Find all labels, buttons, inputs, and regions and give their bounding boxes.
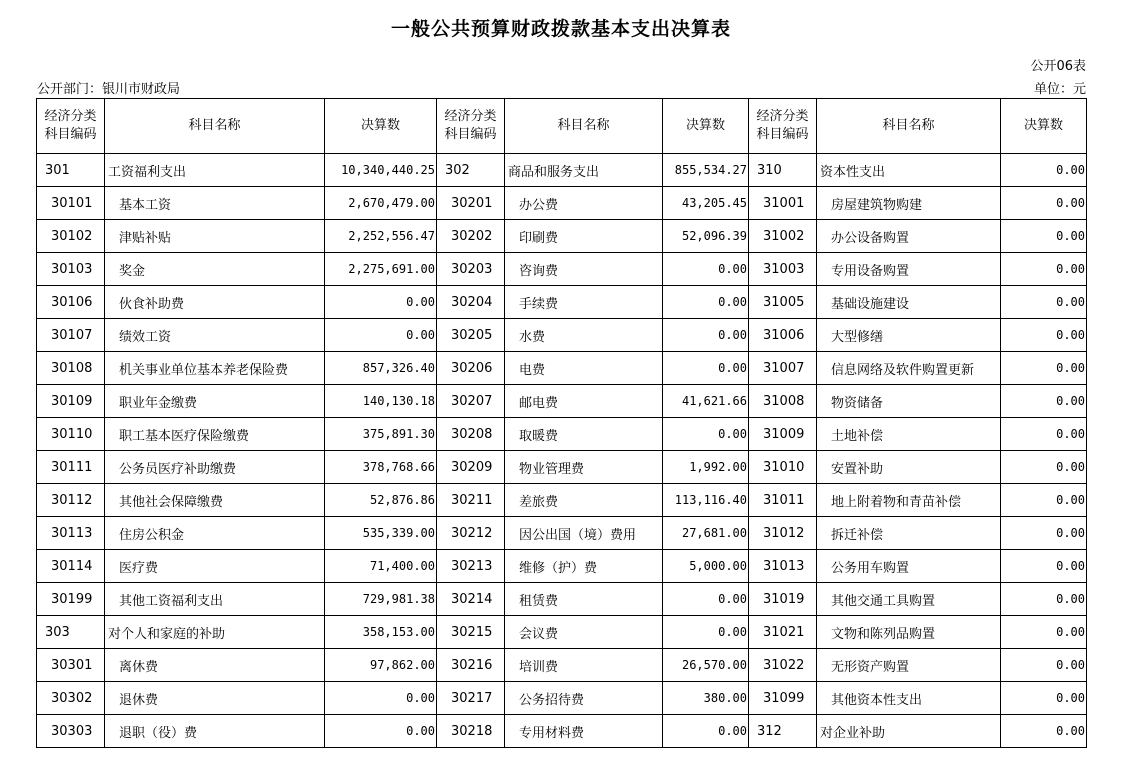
table-row [37,220,1087,253]
cell-name: 维修（护）费 [505,550,663,583]
cell-code: 303 [37,616,105,649]
cell-amount: 0.00 [663,286,749,319]
table-row [37,385,1087,418]
cell-name: 租赁费 [505,583,663,616]
cell-code: 30199 [37,583,105,616]
cell-code: 31008 [749,385,817,418]
cell-amount: 97,862.00 [325,649,437,682]
cell-amount: 1,992.00 [663,451,749,484]
cell-amount: 0.00 [663,352,749,385]
cell-name: 因公出国（境）费用 [505,517,663,550]
cell-code: 302 [437,154,505,187]
cell-code: 31019 [749,583,817,616]
header-code: 经济分类 科目编码 [437,99,505,154]
cell-code: 30203 [437,253,505,286]
cell-code: 31010 [749,451,817,484]
cell-name: 物资储备 [817,385,1001,418]
cell-name: 培训费 [505,649,663,682]
cell-code: 30204 [437,286,505,319]
unit-label: 单位：元 [1033,82,1086,97]
cell-amount: 26,570.00 [663,649,749,682]
cell-amount: 0.00 [1001,187,1087,220]
cell-name: 印刷费 [505,220,663,253]
cell-name: 信息网络及软件购置更新 [817,352,1001,385]
cell-amount: 0.00 [1001,583,1087,616]
cell-name: 伙食补助费 [105,286,325,319]
cell-code: 310 [749,154,817,187]
cell-code: 30206 [437,352,505,385]
cell-code: 30218 [437,715,505,748]
cell-code: 31013 [749,550,817,583]
cell-name: 地上附着物和青苗补偿 [817,484,1001,517]
cell-name: 医疗费 [105,550,325,583]
cell-amount: 71,400.00 [325,550,437,583]
header-amount: 决算数 [325,99,437,154]
cell-amount: 10,340,440.25 [325,154,437,187]
cell-amount: 0.00 [1001,352,1087,385]
cell-name: 大型修缮 [817,319,1001,352]
cell-amount: 729,981.38 [325,583,437,616]
cell-amount: 0.00 [1001,715,1087,748]
cell-code: 30303 [37,715,105,748]
cell-amount: 0.00 [1001,154,1087,187]
cell-amount: 855,534.27 [663,154,749,187]
cell-name: 机关事业单位基本养老保险费 [105,352,325,385]
cell-code: 31007 [749,352,817,385]
cell-name: 退休费 [105,682,325,715]
cell-name: 基础设施建设 [817,286,1001,319]
cell-code: 30301 [37,649,105,682]
cell-code: 30211 [437,484,505,517]
table-row [37,682,1087,715]
cell-amount: 0.00 [663,715,749,748]
cell-name: 土地补偿 [817,418,1001,451]
cell-amount: 0.00 [325,319,437,352]
cell-amount: 0.00 [325,682,437,715]
cell-name: 退职（役）费 [105,715,325,748]
table-row [37,286,1087,319]
cell-name: 无形资产购置 [817,649,1001,682]
cell-amount: 0.00 [663,583,749,616]
cell-name: 物业管理费 [505,451,663,484]
cell-code: 30202 [437,220,505,253]
cell-code: 30209 [437,451,505,484]
header-name: 科目名称 [505,99,663,154]
table-row [37,550,1087,583]
cell-code: 30201 [437,187,505,220]
cell-name: 手续费 [505,286,663,319]
cell-amount: 0.00 [1001,616,1087,649]
cell-amount: 358,153.00 [325,616,437,649]
cell-amount: 0.00 [325,286,437,319]
cell-name: 电费 [505,352,663,385]
cell-amount: 0.00 [1001,385,1087,418]
table-row [37,649,1087,682]
cell-amount: 140,130.18 [325,385,437,418]
header-name: 科目名称 [817,99,1001,154]
cell-name: 专用材料费 [505,715,663,748]
cell-amount: 0.00 [1001,220,1087,253]
cell-amount: 0.00 [1001,451,1087,484]
cell-amount: 375,891.30 [325,418,437,451]
cell-amount: 52,876.86 [325,484,437,517]
cell-name: 邮电费 [505,385,663,418]
cell-code: 30207 [437,385,505,418]
header-amount: 决算数 [1001,99,1087,154]
cell-name: 职业年金缴费 [105,385,325,418]
header-code: 经济分类 科目编码 [749,99,817,154]
cell-amount: 2,252,556.47 [325,220,437,253]
cell-name: 职工基本医疗保险缴费 [105,418,325,451]
cell-name: 其他社会保障缴费 [105,484,325,517]
cell-amount: 0.00 [1001,253,1087,286]
cell-amount: 535,339.00 [325,517,437,550]
cell-code: 31021 [749,616,817,649]
table-row [37,418,1087,451]
cell-name: 其他资本性支出 [817,682,1001,715]
cell-name: 文物和陈列品购置 [817,616,1001,649]
cell-amount: 378,768.66 [325,451,437,484]
cell-code: 31005 [749,286,817,319]
cell-code: 30101 [37,187,105,220]
cell-amount: 41,621.66 [663,385,749,418]
cell-code: 31099 [749,682,817,715]
cell-name: 水费 [505,319,663,352]
cell-name: 绩效工资 [105,319,325,352]
header-name: 科目名称 [105,99,325,154]
cell-name: 房屋建筑物购建 [817,187,1001,220]
cell-amount: 2,275,691.00 [325,253,437,286]
cell-name: 其他交通工具购置 [817,583,1001,616]
cell-code: 31006 [749,319,817,352]
cell-code: 30113 [37,517,105,550]
cell-amount: 5,000.00 [663,550,749,583]
cell-name: 奖金 [105,253,325,286]
cell-amount: 0.00 [663,319,749,352]
cell-amount: 2,670,479.00 [325,187,437,220]
cell-code: 30205 [437,319,505,352]
cell-name: 基本工资 [105,187,325,220]
cell-name: 公务员医疗补助缴费 [105,451,325,484]
cell-code: 30213 [437,550,505,583]
cell-name: 商品和服务支出 [505,154,663,187]
cell-name: 对企业补助 [817,715,1001,748]
cell-amount: 0.00 [1001,418,1087,451]
cell-code: 30217 [437,682,505,715]
cell-name: 会议费 [505,616,663,649]
cell-name: 住房公积金 [105,517,325,550]
cell-code: 30106 [37,286,105,319]
cell-amount: 380.00 [663,682,749,715]
table-row [37,187,1087,220]
table-row [37,352,1087,385]
table-row [37,616,1087,649]
table-row [37,253,1087,286]
header-amount: 决算数 [663,99,749,154]
expenditure-table [36,98,1087,748]
cell-amount: 0.00 [325,715,437,748]
cell-amount: 0.00 [1001,550,1087,583]
cell-code: 30110 [37,418,105,451]
cell-code: 312 [749,715,817,748]
cell-name: 其他工资福利支出 [105,583,325,616]
cell-amount: 0.00 [1001,682,1087,715]
cell-amount: 43,205.45 [663,187,749,220]
cell-code: 30107 [37,319,105,352]
cell-code: 30212 [437,517,505,550]
table-row [37,319,1087,352]
cell-code: 31009 [749,418,817,451]
table-row [37,484,1087,517]
form-code: 公开06表 [1030,59,1086,74]
cell-name: 离休费 [105,649,325,682]
cell-code: 30302 [37,682,105,715]
cell-name: 安置补助 [817,451,1001,484]
cell-code: 30215 [437,616,505,649]
cell-name: 取暖费 [505,418,663,451]
cell-code: 30208 [437,418,505,451]
header-code: 经济分类 科目编码 [37,99,105,154]
cell-name: 公务招待费 [505,682,663,715]
cell-code: 30214 [437,583,505,616]
cell-name: 专用设备购置 [817,253,1001,286]
cell-name: 对个人和家庭的补助 [105,616,325,649]
cell-name: 差旅费 [505,484,663,517]
cell-code: 31001 [749,187,817,220]
cell-amount: 857,326.40 [325,352,437,385]
cell-name: 办公设备购置 [817,220,1001,253]
cell-code: 30103 [37,253,105,286]
cell-name: 咨询费 [505,253,663,286]
cell-amount: 52,096.39 [663,220,749,253]
report-title: 一般公共预算财政拨款基本支出决算表 [390,18,731,40]
cell-code: 30111 [37,451,105,484]
cell-name: 津贴补贴 [105,220,325,253]
table-row [37,451,1087,484]
cell-amount: 0.00 [663,253,749,286]
cell-code: 30112 [37,484,105,517]
cell-amount: 0.00 [1001,484,1087,517]
department-label: 公开部门：银川市财政局 [37,82,181,97]
table-row [37,517,1087,550]
cell-code: 30108 [37,352,105,385]
table-row [37,154,1087,187]
cell-amount: 0.00 [1001,286,1087,319]
cell-name: 工资福利支出 [105,154,325,187]
cell-name: 资本性支出 [817,154,1001,187]
cell-code: 31022 [749,649,817,682]
cell-name: 公务用车购置 [817,550,1001,583]
cell-amount: 0.00 [1001,649,1087,682]
cell-amount: 0.00 [1001,517,1087,550]
cell-amount: 113,116.40 [663,484,749,517]
cell-amount: 0.00 [663,418,749,451]
table-row [37,583,1087,616]
table-row [37,715,1087,748]
cell-code: 31003 [749,253,817,286]
cell-code: 30102 [37,220,105,253]
cell-amount: 27,681.00 [663,517,749,550]
cell-code: 30109 [37,385,105,418]
cell-code: 31011 [749,484,817,517]
cell-amount: 0.00 [1001,319,1087,352]
cell-code: 30216 [437,649,505,682]
table-header-row [37,99,1087,154]
cell-name: 办公费 [505,187,663,220]
cell-code: 31012 [749,517,817,550]
cell-amount: 0.00 [663,616,749,649]
cell-code: 31002 [749,220,817,253]
cell-code: 30114 [37,550,105,583]
cell-code: 301 [37,154,105,187]
cell-name: 拆迁补偿 [817,517,1001,550]
